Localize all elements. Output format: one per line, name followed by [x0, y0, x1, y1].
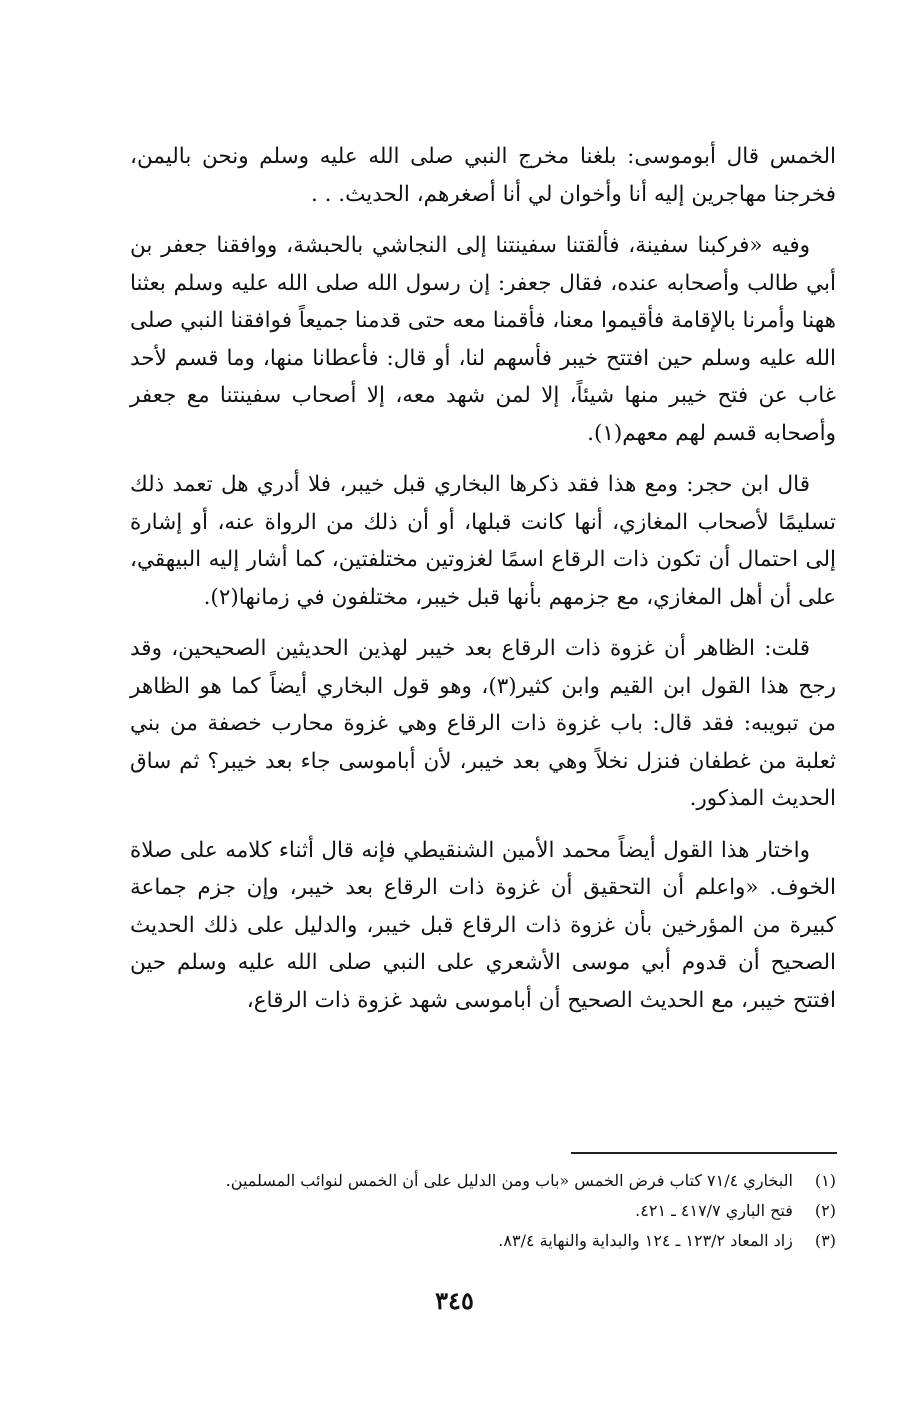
footnote-separator	[571, 1152, 837, 1154]
footnote-text: البخاري ٧١/٤ كتاب فرض الخمس «باب ومن الدليل على أن الخمس لنوائب المسلمين.	[225, 1171, 793, 1190]
paragraph: قال ابن حجر: ومع هذا فقد ذكرها البخاري قبل خيبر، فلا أدري هل تعمد ذلك تسليمًا لأصحاب المغازي، أنها كانت قبلها، أو أن ذلك من الرواة عنه، أو إشارة إلى احتمال أن تكون ذات الرقاع اسمًا لغزوتين مختلفتين، كما أشار إليه البيهقي، على أن أهل المغازي، مع جزمهم بأنها قبل خيبر، مختلفون في زمانها(٢).	[130, 472, 836, 610]
footnote	[130, 1226, 836, 1256]
footnote-number: (١)	[814, 1171, 836, 1190]
footnote	[130, 1196, 836, 1226]
page-number: ٣٤٥	[435, 1286, 474, 1315]
footnote-text: فتح الباري ٤١٧/٧ ـ ٤٢١.	[635, 1201, 793, 1220]
footnotes	[130, 1166, 836, 1256]
main-text	[130, 138, 836, 1033]
footnote-number: (٣)	[814, 1231, 836, 1250]
paragraph: وفيه «فركبنا سفينة، فألقتنا سفينتنا إلى النجاشي بالحبشة، ووافقنا جعفر بن أبي طالب وأصحابه عنده، فقال جعفر: إن رسول الله صلى الله عليه وسلم بعثنا ههنا وأمرنا بالإقامة فأقيموا معنا، فأقمنا معه حتى قدمنا جميعاً فوافقنا النبي صلى الله عليه وسلم حين افتتح خيبر فأسهم لنا، أو قال: فأعطانا منها، وما قسم لأحد غاب عن فتح خيبر منها شيئاً، إلا لمن شهد معه، إلا أصحاب سفينتنا مع جعفر وأصحابه قسم لهم معهم(١).	[130, 233, 836, 446]
footnote	[130, 1166, 836, 1196]
footnote-number: (٢)	[814, 1201, 836, 1220]
paragraph: الخمس قال أبوموسى: بلغنا مخرج النبي صلى الله عليه وسلم ونحن باليمن، فخرجنا مهاجرين إليه أنا وأخوان لي أنا أصغرهم، الحديث. . .	[130, 144, 836, 207]
paragraph: قلت: الظاهر أن غزوة ذات الرقاع بعد خيبر لهذين الحديثين الصحيحين، وقد رجح هذا القول ابن القيم وابن كثير(٣)، وهو قول البخاري أيضاً كما هو الظاهر من تبويبه: فقد قال: باب غزوة ذات الرقاع وهي غزوة محارب خصفة من بني ثعلبة من غطفان فنزل نخلاً وهي بعد خيبر، لأن أباموسى جاء بعد خيبر؟ ثم ساق الحديث المذكور.	[130, 636, 836, 811]
paragraph: واختار هذا القول أيضاً محمد الأمين الشنقيطي فإنه قال أثناء كلامه على صلاة الخوف. «واعلم أن التحقيق أن غزوة ذات الرقاع بعد خيبر، وإن جزم جماعة كبيرة من المؤرخين بأن غزوة ذات الرقاع قبل خيبر، والدليل على ذلك الحديث الصحيح أن قدوم أبي موسى الأشعري على النبي صلى الله عليه وسلم حين افتتح خيبر، مع الحديث الصحيح أن أباموسى شهد غزوة ذات الرقاع،	[130, 837, 836, 1013]
footnote-text: زاد المعاد ١٢٣/٢ ـ ١٢٤ والبداية والنهاية ٨٣/٤.	[498, 1231, 793, 1250]
